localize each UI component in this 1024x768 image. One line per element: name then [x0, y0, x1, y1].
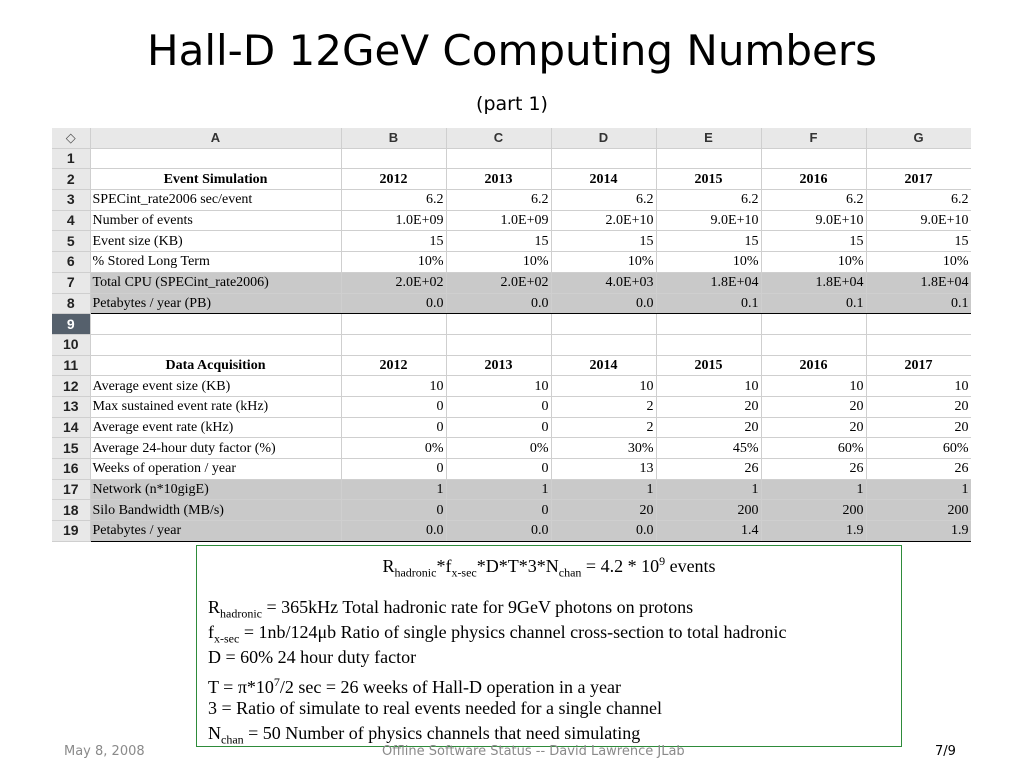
cell-label[interactable]: Petabytes / year (PB)	[90, 293, 341, 314]
cell-value[interactable]: 2017	[866, 355, 971, 376]
cell-value[interactable]: 26	[761, 459, 866, 480]
cell-value[interactable]: 2014	[551, 169, 656, 190]
cell-label[interactable]: Data Acquisition	[90, 355, 341, 376]
cell-value[interactable]: 0.0	[446, 521, 551, 542]
cell-value[interactable]: 200	[761, 500, 866, 521]
table-row	[52, 355, 971, 376]
row-header[interactable]: 3	[52, 190, 90, 211]
row-header[interactable]: 2	[52, 169, 90, 190]
cell-label[interactable]: SPECint_rate2006 sec/event	[90, 190, 341, 211]
footer-date: May 8, 2008	[64, 744, 145, 759]
formula-r-sub: hadronic	[394, 565, 437, 580]
cell-value[interactable]: 4.0E+03	[551, 272, 656, 293]
cell-value[interactable]: 1.4	[656, 521, 761, 542]
table-row	[52, 417, 971, 438]
cell-value[interactable]: 0.1	[866, 293, 971, 314]
f-text: = 1nb/124μb Ratio of single physics channel cross-section to total hadronic	[239, 622, 787, 642]
cell-label[interactable]: % Stored Long Term	[90, 252, 341, 273]
column-header-c[interactable]: C	[446, 128, 551, 148]
cell-value[interactable]: 0	[446, 396, 551, 417]
cell-value[interactable]: 1	[446, 479, 551, 500]
cell-label[interactable]: Event Simulation	[90, 169, 341, 190]
column-header-a[interactable]: A	[90, 128, 341, 148]
cell-value[interactable]: 6.2	[446, 190, 551, 211]
cell-value[interactable]: 0.0	[341, 521, 446, 542]
cell-value[interactable]: 6.2	[761, 190, 866, 211]
cell-value[interactable]: 6.2	[551, 190, 656, 211]
cell-value[interactable]: 10	[866, 376, 971, 397]
n-text: = 50 Number of physics channels that need simulating	[243, 723, 641, 743]
row-header[interactable]: 1	[52, 148, 90, 169]
row-header[interactable]: 8	[52, 293, 90, 314]
cell-value[interactable]: 2	[551, 396, 656, 417]
table-row	[52, 459, 971, 480]
f-symbol: f	[208, 622, 214, 642]
cell-value[interactable]: 60%	[761, 438, 866, 459]
column-header-e[interactable]: E	[656, 128, 761, 148]
slide-title: Hall-D 12GeV Computing Numbers	[147, 26, 877, 75]
cell-value[interactable]	[446, 314, 551, 335]
cell-value[interactable]: 6.2	[866, 190, 971, 211]
cell-value[interactable]: 10	[656, 376, 761, 397]
formula-main	[197, 549, 901, 585]
n-sub: chan	[221, 732, 244, 747]
table-row	[52, 500, 971, 521]
cell-value[interactable]	[341, 334, 446, 355]
table-row	[52, 169, 971, 190]
cell-value[interactable]: 10%	[656, 252, 761, 273]
cell-value[interactable]: 15	[551, 231, 656, 252]
table-row	[52, 272, 971, 293]
row-header[interactable]: 12	[52, 376, 90, 397]
cell-value[interactable]: 10%	[341, 252, 446, 273]
cell-value[interactable]: 20	[656, 417, 761, 438]
cell-value[interactable]: 2013	[446, 169, 551, 190]
cell-value[interactable]: 15	[446, 231, 551, 252]
cell-label[interactable]: Average event size (KB)	[90, 376, 341, 397]
cell-value[interactable]: 1.8E+04	[656, 272, 761, 293]
slide-subtitle: (part 1)	[476, 93, 548, 115]
table-row	[52, 334, 971, 355]
cell-value[interactable]: 0.1	[761, 293, 866, 314]
cell-value[interactable]: 2016	[761, 355, 866, 376]
cell-value[interactable]: 0	[446, 500, 551, 521]
r-symbol: R	[208, 597, 221, 617]
cell-value[interactable]: 2015	[656, 355, 761, 376]
select-all-corner[interactable]: ◇	[52, 128, 90, 148]
cell-value[interactable]: 1	[656, 479, 761, 500]
d-definition: D = 60% 24 hour duty factor	[208, 647, 417, 667]
cell-value[interactable]: 0%	[341, 438, 446, 459]
formula-f-sub: x-sec	[451, 565, 477, 580]
table-row	[52, 252, 971, 273]
page-number: 7/9	[935, 744, 956, 759]
cell-value[interactable]: 2.0E+02	[341, 272, 446, 293]
formula-exp: 9	[659, 554, 666, 568]
row-header[interactable]: 4	[52, 210, 90, 231]
column-header-g[interactable]: G	[866, 128, 971, 148]
cell-value[interactable]: 20	[761, 396, 866, 417]
spreadsheet	[52, 128, 971, 542]
cell-label[interactable]: Total CPU (SPECint_rate2006)	[90, 272, 341, 293]
formula-n-sub: chan	[558, 565, 582, 580]
row-header[interactable]: 6	[52, 252, 90, 273]
n-symbol: N	[208, 723, 221, 743]
cell-value[interactable]: 0.0	[341, 293, 446, 314]
cell-value[interactable]: 0	[341, 500, 446, 521]
cell-value[interactable]	[551, 148, 656, 169]
cell-value[interactable]: 10	[446, 376, 551, 397]
cell-label[interactable]: Silo Bandwidth (MB/s)	[90, 500, 341, 521]
cell-value[interactable]: 2014	[551, 355, 656, 376]
cell-value[interactable]	[341, 148, 446, 169]
table-row	[52, 293, 971, 314]
cell-value[interactable]: 1.9	[761, 521, 866, 542]
table-row	[52, 314, 971, 335]
cell-value[interactable]: 26	[866, 459, 971, 480]
cell-label[interactable]	[90, 148, 341, 169]
cell-value[interactable]: 1.0E+09	[341, 210, 446, 231]
cell-value[interactable]: 1	[866, 479, 971, 500]
cell-value[interactable]: 1.0E+09	[446, 210, 551, 231]
cell-label[interactable]: Petabytes / year	[90, 521, 341, 542]
cell-value[interactable]	[656, 148, 761, 169]
table-row	[52, 231, 971, 252]
cell-value[interactable]: 15	[866, 231, 971, 252]
cell-value[interactable]: 9.0E+10	[866, 210, 971, 231]
cell-value[interactable]: 45%	[656, 438, 761, 459]
row-header[interactable]: 10	[52, 334, 90, 355]
cell-value[interactable]: 0.0	[446, 293, 551, 314]
cell-value[interactable]: 0.1	[656, 293, 761, 314]
cell-value[interactable]: 2	[551, 417, 656, 438]
formula-rest: *D*T*3*N	[476, 556, 559, 576]
cell-value[interactable]: 60%	[866, 438, 971, 459]
cell-label[interactable]	[90, 314, 341, 335]
r-text: = 365kHz Total hadronic rate for 9GeV photons on protons	[262, 597, 694, 617]
cell-value[interactable]: 0	[446, 459, 551, 480]
cell-value[interactable]: 2013	[446, 355, 551, 376]
cell-value[interactable]	[446, 334, 551, 355]
cell-value[interactable]: 20	[866, 396, 971, 417]
cell-value[interactable]: 0.0	[551, 521, 656, 542]
cell-value[interactable]	[761, 148, 866, 169]
cell-value[interactable]: 2.0E+10	[551, 210, 656, 231]
cell-value[interactable]: 10	[761, 376, 866, 397]
cell-value[interactable]: 10	[551, 376, 656, 397]
f-sub: x-sec	[214, 631, 240, 646]
cell-label[interactable]: Network (n*10gigE)	[90, 479, 341, 500]
cell-label[interactable]: Number of events	[90, 210, 341, 231]
cell-value[interactable]: 20	[761, 417, 866, 438]
cell-value[interactable]: 15	[761, 231, 866, 252]
cell-value[interactable]: 2015	[656, 169, 761, 190]
spreadsheet-grid	[52, 128, 971, 542]
cell-value[interactable]	[341, 314, 446, 335]
cell-value[interactable]: 200	[656, 500, 761, 521]
cell-value[interactable]: 6.2	[656, 190, 761, 211]
cell-value[interactable]: 1	[341, 479, 446, 500]
cell-value[interactable]: 0	[446, 417, 551, 438]
r-sub: hadronic	[220, 606, 262, 621]
row-header[interactable]: 13	[52, 396, 90, 417]
row-header[interactable]: 15	[52, 438, 90, 459]
column-header-b[interactable]: B	[341, 128, 446, 148]
cell-label[interactable]: Max sustained event rate (kHz)	[90, 396, 341, 417]
table-row	[52, 479, 971, 500]
cell-value[interactable]: 2.0E+02	[446, 272, 551, 293]
cell-value[interactable]	[866, 148, 971, 169]
table-row	[52, 438, 971, 459]
cell-value[interactable]: 200	[866, 500, 971, 521]
formula-eq: = 4.2 * 10	[581, 556, 660, 576]
cell-value[interactable]: 2016	[761, 169, 866, 190]
cell-value[interactable]: 10	[341, 376, 446, 397]
cell-value[interactable]: 0%	[446, 438, 551, 459]
cell-value[interactable]: 26	[656, 459, 761, 480]
cell-value[interactable]	[761, 314, 866, 335]
cell-value[interactable]: 15	[341, 231, 446, 252]
cell-value[interactable]: 1.9	[866, 521, 971, 542]
cell-value[interactable]: 0.0	[551, 293, 656, 314]
cell-value[interactable]	[656, 334, 761, 355]
cell-value[interactable]: 6.2	[341, 190, 446, 211]
cell-value[interactable]: 1.8E+04	[761, 272, 866, 293]
row-header[interactable]: 14	[52, 417, 90, 438]
cell-value[interactable]: 20	[866, 417, 971, 438]
cell-value[interactable]: 2017	[866, 169, 971, 190]
cell-value[interactable]: 30%	[551, 438, 656, 459]
cell-value[interactable]	[866, 334, 971, 355]
cell-value[interactable]: 2012	[341, 355, 446, 376]
table-row	[52, 396, 971, 417]
cell-label[interactable]: Weeks of operation / year	[90, 459, 341, 480]
cell-value[interactable]	[551, 334, 656, 355]
cell-value[interactable]: 1.8E+04	[866, 272, 971, 293]
cell-value[interactable]: 10%	[446, 252, 551, 273]
formula-box	[196, 545, 902, 747]
column-header-f[interactable]: F	[761, 128, 866, 148]
cell-value[interactable]	[866, 314, 971, 335]
cell-value[interactable]	[551, 314, 656, 335]
column-header-d[interactable]: D	[551, 128, 656, 148]
cell-value[interactable]: 0	[341, 417, 446, 438]
row-header[interactable]: 5	[52, 231, 90, 252]
cell-value[interactable]: 20	[551, 500, 656, 521]
cell-value[interactable]: 0	[341, 396, 446, 417]
table-row	[52, 148, 971, 169]
cell-label[interactable]	[90, 334, 341, 355]
cell-label[interactable]: Average event rate (kHz)	[90, 417, 341, 438]
formula-r: R	[382, 556, 395, 576]
column-header-row	[52, 128, 971, 148]
row-header[interactable]: 19	[52, 521, 90, 542]
table-row	[52, 190, 971, 211]
table-row	[52, 521, 971, 542]
t-post: /2 sec = 26 weeks of Hall-D operation in a year	[279, 677, 621, 697]
three-definition: 3 = Ratio of simulate to real events needed for a single channel	[208, 698, 662, 718]
cell-value[interactable]: 10%	[551, 252, 656, 273]
cell-value[interactable]: 20	[656, 396, 761, 417]
cell-value[interactable]	[761, 334, 866, 355]
cell-value[interactable]: 13	[551, 459, 656, 480]
row-header[interactable]: 7	[52, 272, 90, 293]
formula-tail: events	[665, 556, 716, 576]
footer-center: Offline Software Status -- David Lawrence JLab	[382, 744, 685, 759]
t-exp: 7	[273, 675, 280, 689]
row-header[interactable]: 16	[52, 459, 90, 480]
cell-value[interactable]: 0	[341, 459, 446, 480]
table-row	[52, 376, 971, 397]
cell-label[interactable]: Average 24-hour duty factor (%)	[90, 438, 341, 459]
t-pre: T = π*10	[208, 677, 274, 697]
formula-f: *f	[436, 556, 452, 576]
table-row	[52, 210, 971, 231]
cell-value[interactable]	[656, 314, 761, 335]
cell-value[interactable]: 9.0E+10	[656, 210, 761, 231]
cell-value[interactable]: 10%	[866, 252, 971, 273]
cell-value[interactable]: 10%	[761, 252, 866, 273]
cell-value[interactable]: 1	[551, 479, 656, 500]
cell-value[interactable]: 1	[761, 479, 866, 500]
cell-value[interactable]: 9.0E+10	[761, 210, 866, 231]
cell-value[interactable]: 15	[656, 231, 761, 252]
cell-value[interactable]: 2012	[341, 169, 446, 190]
cell-value[interactable]	[446, 148, 551, 169]
row-header[interactable]: 18	[52, 500, 90, 521]
row-header[interactable]: 11	[52, 355, 90, 376]
row-header[interactable]: 17	[52, 479, 90, 500]
row-header[interactable]: 9	[52, 314, 90, 335]
cell-label[interactable]: Event size (KB)	[90, 231, 341, 252]
